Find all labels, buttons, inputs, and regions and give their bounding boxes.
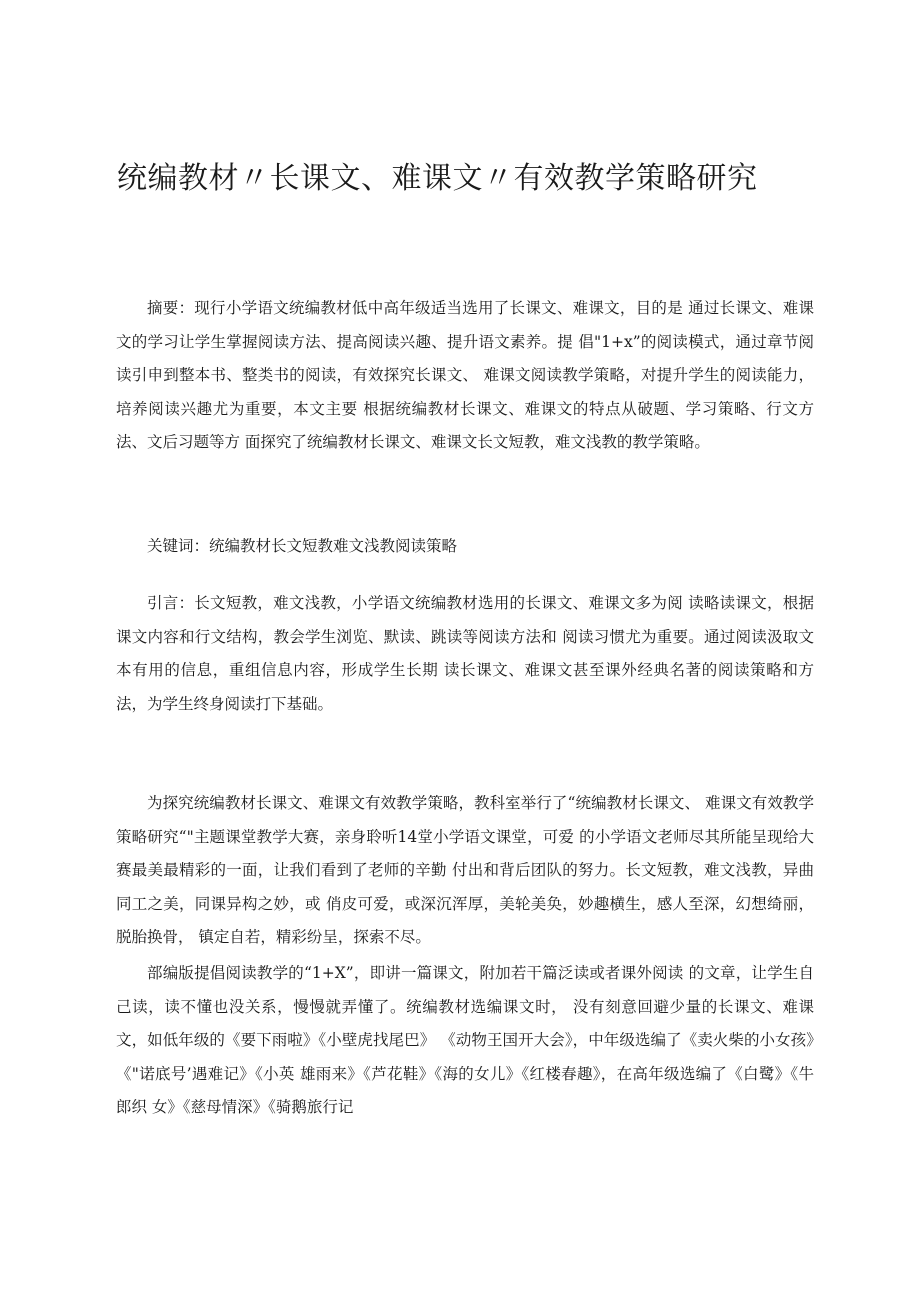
abstract-paragraph: 摘要：现行小学语文统编教材低中高年级适当选用了长课文、难课文，目的是 通过长课文、难课文的学习让学生掌握阅读方法、提高阅读兴趣、提升语文素养。提 倡"1+x”的阅读模式，通过章节阅读引申到整本书、整类书的阅读，有效探究长课文、 难课文阅读教学策略，对提升学生的阅读能力，培养阅读兴趣尤为重要，本文主要 根据统编教材长课文、难课文的特点从破题、学习策略、行文方法、文后习题等方 面探究了统编教材长课文、难课文长文短教，难文浅教的教学策略。 xyxy=(116,299,814,451)
body-paragraph-explore: 为探究统编教材长课文、难课文有效教学策略，教科室举行了“统编教材长课文、 难课文有效教学策略研究“"主题课堂教学大赛，亲身聆听14堂小学语文课堂，可爱 的小学语文老师尽其所能呈现给大赛最美最精彩的一面，让我们看到了老师的辛勤 付出和背后团队的努力。长文短教，难文浅教，异曲同工之美，同课异构之妙，或 俏皮可爱，或深沉浑厚，美轮美奂，妙趣横生，感人至深，幻想绮丽，脱胎换骨， 镇定自若，精彩纷呈，探索不尽。 xyxy=(116,794,814,946)
introduction-paragraph: 引言：长文短教，难文浅教，小学语文统编教材选用的长课文、难课文多为阅 读略读课文，根据课文内容和行文结构，教会学生浏览、默读、跳读等阅读方法和 阅读习惯尤为重要。通过阅读汲取文本有用的信息，重组信息内容，形成学生长期 读长课文、难课文甚至课外经典名著的阅读策略和方法，为学生终身阅读打下基础。 xyxy=(116,594,814,713)
document-title: 统编教材〃长课文、难课文〃有效教学策略研究 xyxy=(117,161,758,196)
body-paragraph-compile: 部编版提倡阅读教学的“1+X”，即讲一篇课文，附加若干篇泛读或者课外阅读 的文章，让学生自己读，读不懂也没关系，慢慢就弄懂了。统编教材选编课文时， 没有刻意回避少量的长课文、难课文，如低年级的《要下雨啦》《小壁虎找尾巴》 《动物王国开大会》，中年级选编了《卖火柴的小女孩》《"诺底号’遇难记》《小英 雄雨来》《芦花鞋》《海的女儿》《红楼春趣》，在高年级选编了《白鹭》《牛郎织 女》《慈母情深》《骑鹅旅行记 xyxy=(116,964,814,1116)
keywords-paragraph: 关键词：统编教材长文短教难文浅教阅读策略 xyxy=(147,537,458,555)
